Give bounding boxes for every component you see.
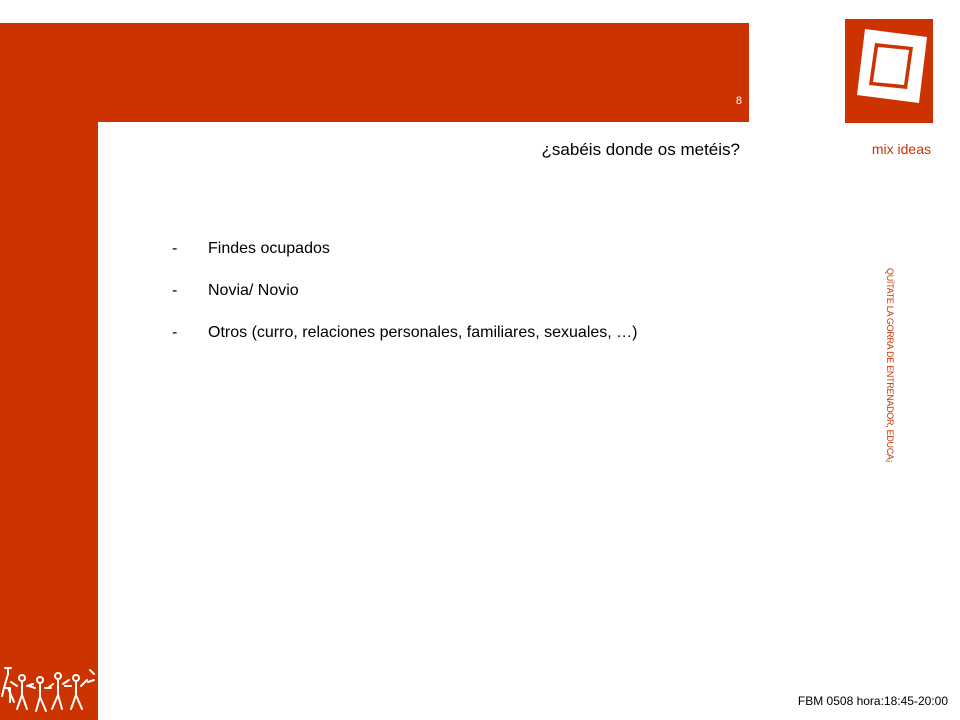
left-accent-band xyxy=(0,122,98,720)
side-slogan: QUÍTATE LA GORRA DE ENTRENADOR, EDUCA¡ xyxy=(885,268,895,463)
list-item xyxy=(172,322,772,343)
bullet-text: Otros (curro, relaciones personales, familiares, sexuales, …) xyxy=(208,324,638,341)
bullet-marker: - xyxy=(172,282,178,299)
bullet-list xyxy=(172,238,772,364)
bullet-marker: - xyxy=(172,240,178,257)
square-frame-logo-icon xyxy=(845,19,933,123)
top-accent-band xyxy=(0,23,749,122)
list-item xyxy=(172,238,772,259)
side-text-container xyxy=(883,268,897,516)
bullet-text: Findes ocupados xyxy=(208,240,330,257)
page-number: 8 xyxy=(735,95,742,107)
footer-text: FBM 0508 hora:18:45-20:00 xyxy=(797,694,948,708)
bullet-text: Novia/ Novio xyxy=(208,282,299,299)
list-item xyxy=(172,280,772,301)
figures-group-icon xyxy=(0,662,98,720)
slide-title: ¿sabéis donde os metéis? xyxy=(541,140,740,159)
bullet-marker: - xyxy=(172,324,178,341)
brand-name: mix ideas xyxy=(871,141,931,157)
